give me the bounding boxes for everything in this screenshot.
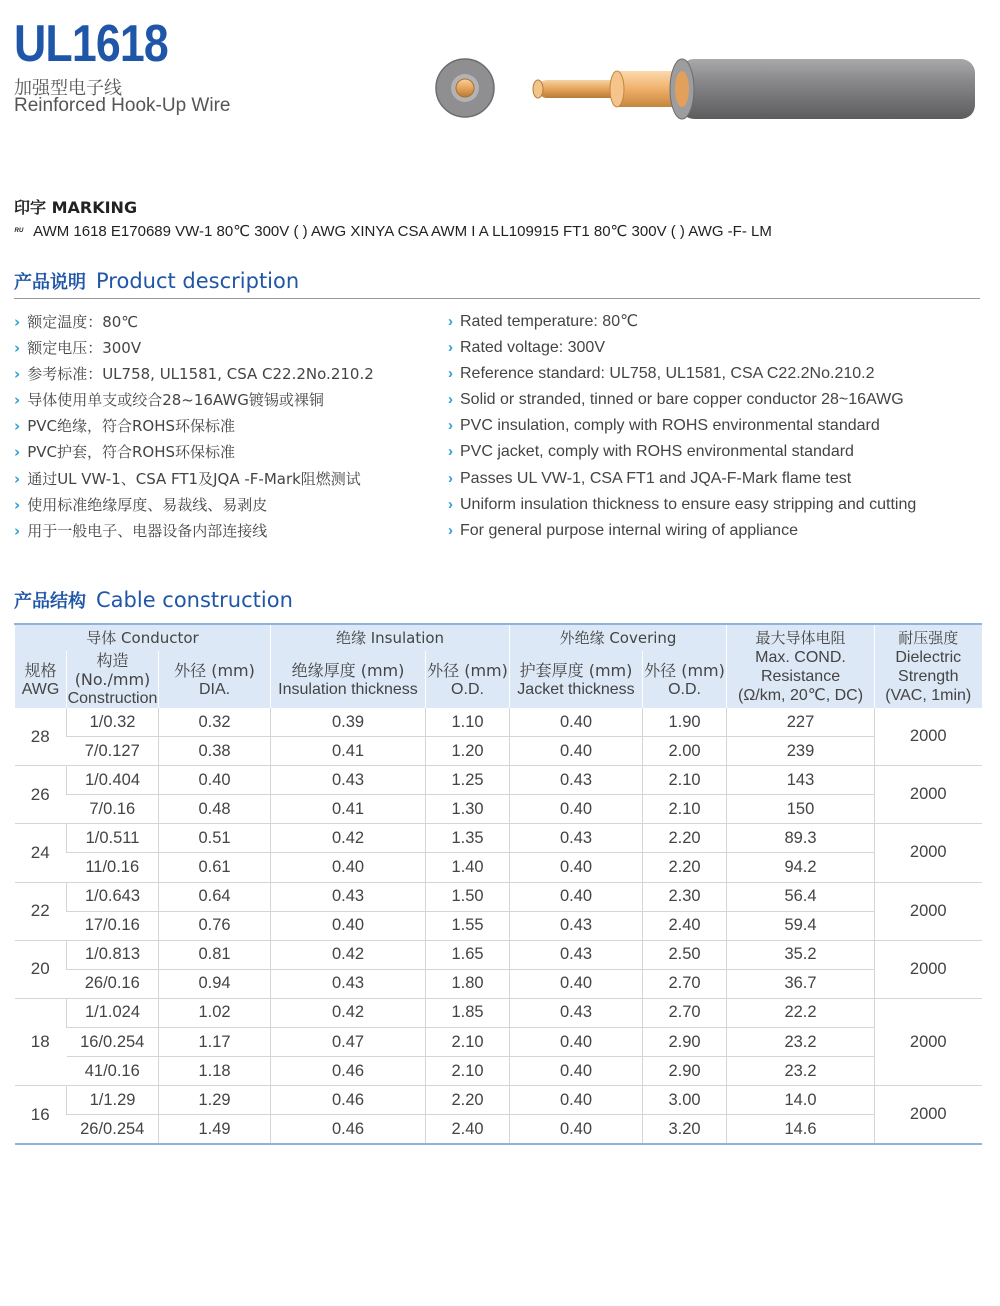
chevron-right-icon: › [448, 365, 453, 383]
list-item: › Rated temperature: 80℃ [448, 313, 639, 330]
table-cell: 227 [727, 708, 875, 737]
table-cell: 3.00 [643, 1086, 727, 1115]
table-cell: 0.38 [159, 737, 271, 766]
table-cell: 0.40 [271, 853, 426, 882]
table-cell: 7/0.16 [67, 795, 159, 824]
table-cell: 1.80 [426, 969, 510, 998]
table-cell: 0.40 [510, 795, 643, 824]
table-cell: 0.43 [510, 824, 643, 853]
table-row [15, 969, 982, 998]
table-cell: 26/0.254 [67, 1115, 159, 1145]
wire-cross-section-icon [436, 59, 494, 117]
section-title-cn: 产品说明 [14, 272, 86, 293]
table-cell: 2.10 [643, 795, 727, 824]
table-cell: 17/0.16 [67, 911, 159, 940]
section-title-cn: 产品结构 [14, 591, 86, 612]
chevron-right-icon: › [14, 495, 21, 514]
table-row [15, 1028, 982, 1057]
chevron-right-icon: › [448, 339, 453, 357]
list-item: › PVC护套，符合ROHS环保标准 [14, 443, 235, 462]
list-item: › 使用标准绝缘厚度、易裁线、易剥皮 [14, 495, 268, 514]
table-cell: 2.10 [426, 1028, 510, 1057]
table-row [15, 1086, 982, 1115]
table-cell: 2.40 [643, 911, 727, 940]
table-cell: 2.20 [643, 824, 727, 853]
table-row [15, 708, 982, 737]
table-row [15, 795, 982, 824]
table-cell: 0.94 [159, 969, 271, 998]
table-cell: 0.46 [271, 1057, 426, 1086]
table-cell: 0.40 [510, 708, 643, 737]
table-cell: 1/1.024 [67, 998, 159, 1027]
table-cell: 2.00 [643, 737, 727, 766]
table-cell: 3.20 [643, 1115, 727, 1145]
table-cell: 0.43 [271, 766, 426, 795]
jacket-od-header: 外径 (mm) O.D. [643, 651, 727, 708]
table-row [15, 824, 982, 853]
table-cell: 1.40 [426, 853, 510, 882]
chevron-right-icon: › [14, 469, 21, 488]
table-cell: 2.30 [643, 882, 727, 911]
awg-cell: 18 [15, 998, 67, 1085]
list-item: › PVC insulation, comply with ROHS environmental standard [448, 417, 880, 435]
table-cell: 0.61 [159, 853, 271, 882]
table-cell: 2.70 [643, 998, 727, 1027]
description-list-en [448, 309, 916, 544]
dielectric-strength-cell: 2000 [875, 766, 982, 824]
awg-cell: 20 [15, 940, 67, 998]
table-cell: 0.40 [510, 969, 643, 998]
table-cell: 1.20 [426, 737, 510, 766]
table-cell: 0.48 [159, 795, 271, 824]
table-cell: 1/1.29 [67, 1086, 159, 1115]
dielectric-strength-cell: 2000 [875, 940, 982, 998]
covering-group-header: 外绝缘 Covering [510, 624, 727, 651]
table-row [15, 998, 982, 1027]
table-cell: 0.41 [271, 795, 426, 824]
table-cell: 94.2 [727, 853, 875, 882]
dielectric-strength-cell: 2000 [875, 998, 982, 1085]
table-cell: 143 [727, 766, 875, 795]
table-cell: 0.40 [510, 1115, 643, 1145]
dielectric-strength-header: 耐压强度 Dielectric Strength (VAC, 1min) [875, 624, 982, 708]
table-cell: 0.81 [159, 940, 271, 969]
list-item: › Rated voltage: 300V [448, 339, 605, 357]
insulation-group-header: 绝缘 Insulation [271, 624, 510, 651]
resistance-header: 最大导体电阻 Max. COND. Resistance (Ω/km, 20℃, DC) [727, 624, 875, 708]
table-cell: 16/0.254 [67, 1028, 159, 1057]
chevron-right-icon: › [448, 495, 453, 513]
table-cell: 14.6 [727, 1115, 875, 1145]
table-cell: 1.55 [426, 911, 510, 940]
table-body [15, 708, 982, 1144]
table-cell: 0.40 [510, 1086, 643, 1115]
table-row [15, 737, 982, 766]
chevron-right-icon: › [448, 391, 453, 409]
table-cell: 59.4 [727, 911, 875, 940]
table-cell: 1.30 [426, 795, 510, 824]
list-item: › Solid or stranded, tinned or bare copper conductor 28~16AWG [448, 391, 904, 409]
table-cell: 36.7 [727, 969, 875, 998]
table-cell: 56.4 [727, 882, 875, 911]
conductor-group-header: 导体 Conductor [15, 624, 271, 651]
product-subtitle-cn: 加强型电子线 [14, 78, 122, 99]
table-cell: 0.43 [510, 940, 643, 969]
construction-header: 构造 (No./mm) Construction [67, 651, 158, 707]
awg-cell: 24 [15, 824, 67, 882]
table-row [15, 853, 982, 882]
list-item: › 用于一般电子、电器设备内部连接线 [14, 521, 268, 540]
table-cell: 0.43 [271, 882, 426, 911]
table-cell: 0.47 [271, 1028, 426, 1057]
table-cell: 0.46 [271, 1115, 426, 1145]
table-row [15, 911, 982, 940]
table-cell: 1.10 [426, 708, 510, 737]
table-cell: 0.42 [271, 824, 426, 853]
table-cell: 0.40 [510, 737, 643, 766]
marking-title: 印字 MARKING [14, 198, 138, 217]
awg-cell: 28 [15, 708, 67, 766]
cable-construction-heading [14, 587, 293, 613]
insulation-thickness-header: 绝缘厚度 (mm) Insulation thickness [271, 651, 426, 708]
table-cell: 0.40 [510, 853, 643, 882]
awg-cell: 22 [15, 882, 67, 940]
table-cell: 11/0.16 [67, 853, 159, 882]
table-cell: 1.35 [426, 824, 510, 853]
table-cell: 1/0.511 [67, 824, 159, 853]
table-cell: 1.85 [426, 998, 510, 1027]
conductor-dia-header: 外径 (mm) DIA. [159, 651, 271, 708]
wire-illustration [430, 55, 985, 125]
table-cell: 1/0.32 [67, 708, 159, 737]
table-cell: 23.2 [727, 1057, 875, 1086]
list-item: › 通过UL VW-1、CSA FT1及JQA -F-Mark阻燃测试 [14, 469, 361, 488]
table-cell: 1/0.404 [67, 766, 159, 795]
chevron-right-icon: › [14, 313, 21, 331]
table-cell: 26/0.16 [67, 969, 159, 998]
stripped-wire-side-view-icon [533, 59, 975, 119]
table-cell: 0.43 [271, 969, 426, 998]
table-cell: 2.90 [643, 1028, 727, 1057]
chevron-right-icon: › [448, 313, 453, 330]
table-cell: 2.10 [426, 1057, 510, 1086]
table-cell: 1/0.643 [67, 882, 159, 911]
jacket-thickness-header: 护套厚度 (mm) Jacket thickness [510, 651, 643, 708]
table-cell: 2.90 [643, 1057, 727, 1086]
table-cell: 1.02 [159, 998, 271, 1027]
chevron-right-icon: › [14, 417, 21, 436]
table-cell: 0.43 [510, 766, 643, 795]
chevron-right-icon: › [14, 339, 21, 358]
table-cell: 2.20 [426, 1086, 510, 1115]
table-cell: 0.46 [271, 1086, 426, 1115]
cable-construction-table [14, 623, 982, 1145]
description-list-cn [14, 309, 374, 544]
table-cell: 1.50 [426, 882, 510, 911]
table-row [15, 1057, 982, 1086]
table-cell: 239 [727, 737, 875, 766]
table-row [15, 940, 982, 969]
product-title: UL1618 [14, 15, 168, 73]
dielectric-strength-cell: 2000 [875, 824, 982, 882]
list-item: › Reference standard: UL758, UL1581, CSA C22.2No.210.2 [448, 365, 875, 383]
table-row [15, 882, 982, 911]
list-item: › Uniform insulation thickness to ensure easy stripping and cutting [448, 495, 917, 513]
chevron-right-icon: › [448, 443, 453, 461]
awg-cell: 26 [15, 766, 67, 824]
chevron-right-icon: › [14, 521, 21, 540]
insulation-od-header: 外径 (mm) O.D. [426, 651, 510, 708]
dielectric-strength-cell: 2000 [875, 1086, 982, 1145]
table-cell: 1.17 [159, 1028, 271, 1057]
chevron-right-icon: › [448, 469, 453, 487]
table-cell: 1.49 [159, 1115, 271, 1145]
table-cell: 1.29 [159, 1086, 271, 1115]
table-cell: 2.70 [643, 969, 727, 998]
table-cell: 14.0 [727, 1086, 875, 1115]
table-cell: 0.41 [271, 737, 426, 766]
table-cell: 0.43 [510, 911, 643, 940]
marking-text: AWM 1618 E170689 VW-1 80℃ 300V ( ) AWG XINYA CSA AWM I A LL109915 FT1 80℃ 300V ( ) AWG -F- LM [33, 223, 772, 240]
table-cell: 1/0.813 [67, 940, 159, 969]
table-cell: 23.2 [727, 1028, 875, 1057]
marking-text-row [14, 222, 772, 240]
list-item: › 额定电压：300V [14, 339, 142, 358]
table-cell: 0.76 [159, 911, 271, 940]
table-cell: 0.51 [159, 824, 271, 853]
table-cell: 1.25 [426, 766, 510, 795]
table-cell: 0.42 [271, 940, 426, 969]
awg-header: 规格 AWG [15, 651, 67, 708]
list-item: › Passes UL VW-1, CSA FT1 and JQA-F-Mark flame test [448, 469, 852, 487]
product-description-heading [14, 268, 299, 294]
section-title-en: Cable construction [96, 588, 293, 612]
chevron-right-icon: › [14, 365, 21, 384]
awg-cell: 16 [15, 1086, 67, 1145]
table-cell: 2.40 [426, 1115, 510, 1145]
list-item: › 导体使用单支或绞合28~16AWG镀锡或裸铜 [14, 391, 324, 410]
table-cell: 0.39 [271, 708, 426, 737]
table-cell: 22.2 [727, 998, 875, 1027]
list-item: › 额定温度：80℃ [14, 313, 139, 331]
table-cell: 1.18 [159, 1057, 271, 1086]
chevron-right-icon: › [14, 443, 21, 462]
table-cell: 0.32 [159, 708, 271, 737]
table-cell: 1.65 [426, 940, 510, 969]
table-cell: 1.90 [643, 708, 727, 737]
table-cell: 2.50 [643, 940, 727, 969]
product-subtitle-en: Reinforced Hook-Up Wire [14, 95, 231, 116]
table-row [15, 1115, 982, 1145]
table-cell: 0.40 [510, 882, 643, 911]
list-item: › PVC jacket, comply with ROHS environmental standard [448, 443, 854, 461]
table-cell: 41/0.16 [67, 1057, 159, 1086]
list-item: › For general purpose internal wiring of appliance [448, 521, 798, 539]
table-cell: 2.20 [643, 853, 727, 882]
table-cell: 0.40 [159, 766, 271, 795]
list-item: › PVC绝缘，符合ROHS环保标准 [14, 417, 235, 436]
table-cell: 7/0.127 [67, 737, 159, 766]
table-cell: 89.3 [727, 824, 875, 853]
table-cell: 35.2 [727, 940, 875, 969]
section-title-en: Product description [96, 269, 300, 293]
dielectric-strength-cell: 2000 [875, 882, 982, 940]
table-cell: 0.64 [159, 882, 271, 911]
table-cell: 2.10 [643, 766, 727, 795]
table-cell: 0.43 [510, 998, 643, 1027]
section-divider [14, 298, 980, 299]
chevron-right-icon: › [448, 417, 453, 435]
chevron-right-icon: › [448, 521, 453, 539]
table-row [15, 766, 982, 795]
table-cell: 0.40 [510, 1057, 643, 1086]
table-cell: 0.40 [271, 911, 426, 940]
table-cell: 0.40 [510, 1028, 643, 1057]
table-cell: 150 [727, 795, 875, 824]
list-item: › 参考标准：UL758, UL1581, CSA C22.2No.210.2 [14, 365, 374, 384]
ul-recognized-mark-icon: ᴿᵁ [14, 226, 24, 236]
dielectric-strength-cell: 2000 [875, 708, 982, 766]
table-cell: 0.42 [271, 998, 426, 1027]
chevron-right-icon: › [14, 391, 21, 410]
